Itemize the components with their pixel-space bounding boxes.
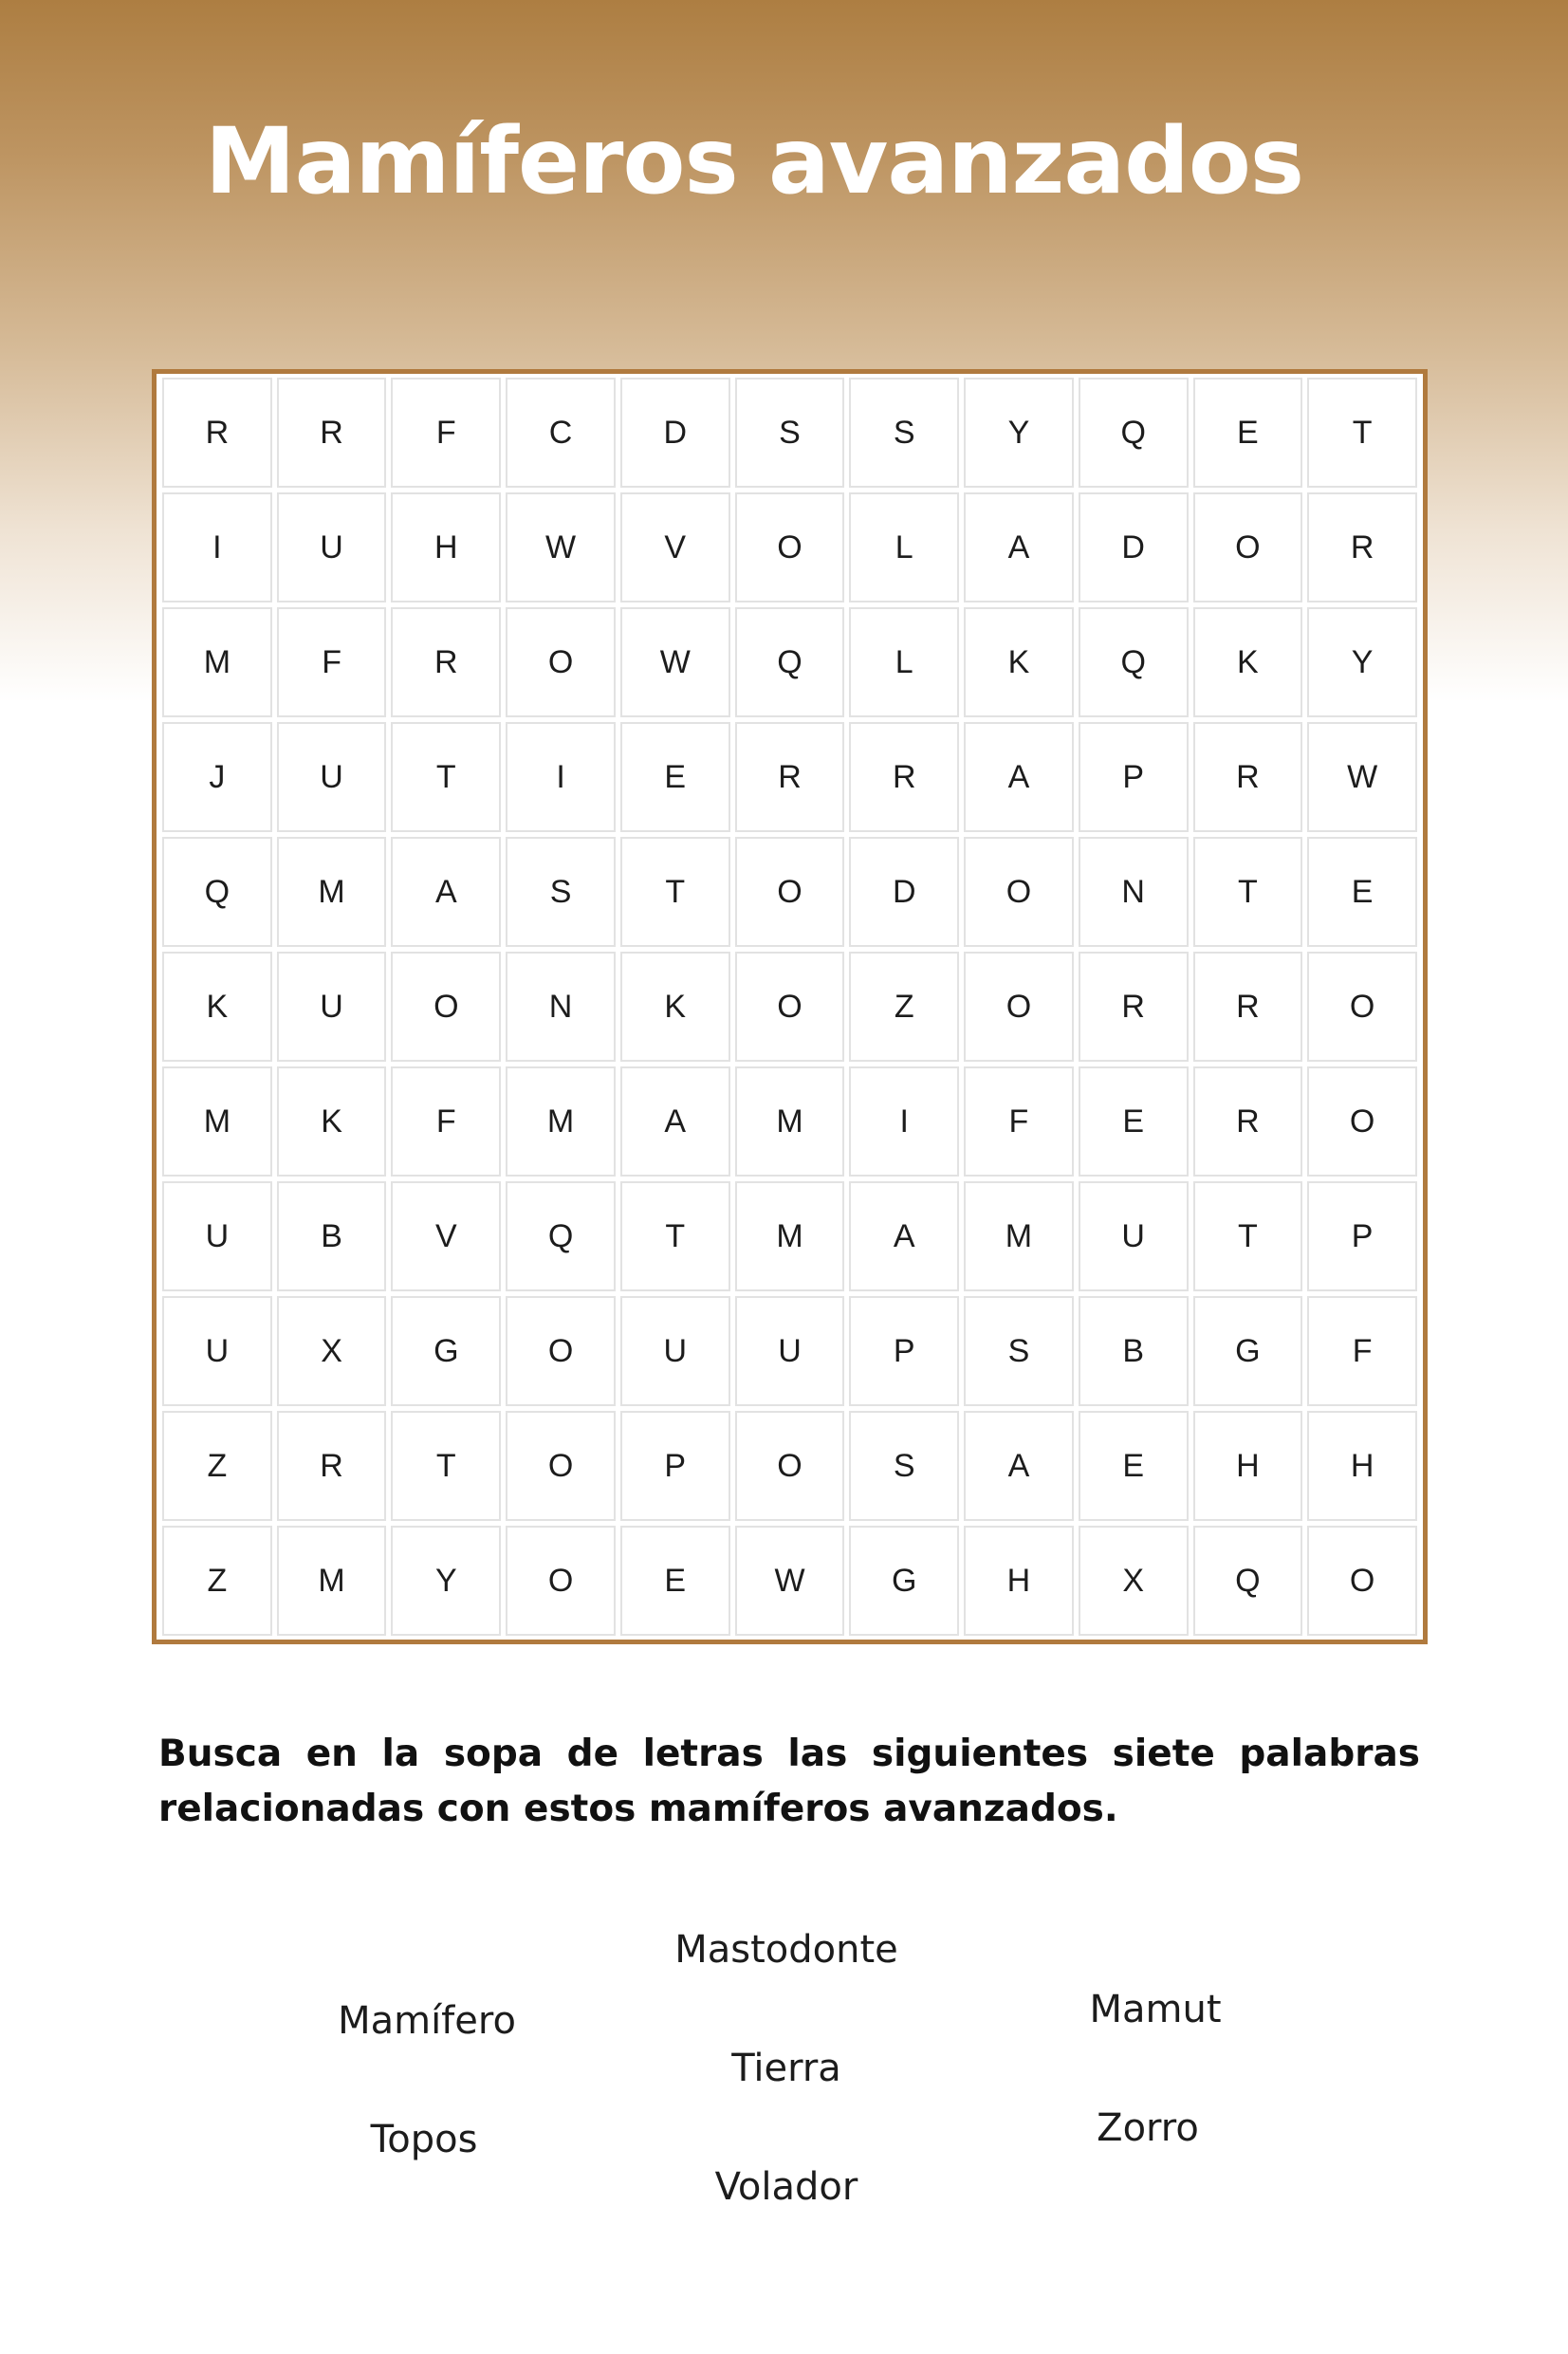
letter-cell[interactable]: K [277,1066,387,1177]
letter-cell[interactable]: Q [1079,607,1189,717]
letter-cell[interactable]: X [277,1296,387,1406]
letter-cell[interactable]: R [1193,1066,1303,1177]
letter-cell[interactable]: R [277,378,387,488]
letter-cell[interactable]: P [620,1411,730,1521]
letter-grid [162,378,1417,1636]
word-tierra: Tierra [731,2047,841,2090]
letter-cell[interactable]: R [1193,952,1303,1062]
letter-cell[interactable]: O [1307,952,1417,1062]
letter-cell[interactable]: O [735,837,845,947]
letter-cell[interactable]: O [964,952,1074,1062]
word-volador: Volador [714,2165,858,2209]
letter-cell[interactable]: E [620,1526,730,1636]
letter-cell[interactable]: A [849,1181,959,1291]
letter-cell[interactable]: U [162,1181,272,1291]
letter-cell[interactable]: U [277,952,387,1062]
letter-cell[interactable]: T [1193,1181,1303,1291]
letter-cell[interactable]: W [1307,722,1417,832]
letter-cell[interactable]: M [735,1181,845,1291]
word-mamut: Mamut [1089,1988,1222,2031]
letter-cell[interactable]: Q [1193,1526,1303,1636]
letter-cell[interactable]: O [964,837,1074,947]
letter-cell[interactable]: A [620,1066,730,1177]
letter-cell[interactable]: H [391,492,501,602]
letter-cell[interactable]: P [1307,1181,1417,1291]
letter-cell[interactable]: X [1079,1526,1189,1636]
letter-cell[interactable]: I [506,722,616,832]
letter-cell[interactable]: O [506,1296,616,1406]
letter-cell[interactable]: U [277,722,387,832]
letter-cell[interactable]: R [391,607,501,717]
letter-cell[interactable]: T [391,1411,501,1521]
letter-cell[interactable]: B [277,1181,387,1291]
letter-cell[interactable]: G [1193,1296,1303,1406]
letter-cell[interactable]: V [391,1181,501,1291]
letter-cell[interactable]: O [1307,1066,1417,1177]
letter-cell[interactable]: O [1307,1526,1417,1636]
letter-cell[interactable]: K [1193,607,1303,717]
letter-cell[interactable]: A [964,722,1074,832]
letter-cell[interactable]: O [391,952,501,1062]
letter-cell[interactable]: U [735,1296,845,1406]
letter-cell[interactable]: C [506,378,616,488]
letter-cell[interactable]: F [1307,1296,1417,1406]
letter-cell[interactable]: Y [391,1526,501,1636]
letter-cell[interactable]: T [620,837,730,947]
word-mastodonte: Mastodonte [674,1928,898,1972]
letter-cell[interactable]: O [735,492,845,602]
letter-cell[interactable]: E [1307,837,1417,947]
word-zorro: Zorro [1097,2106,1199,2150]
letter-cell[interactable]: O [735,1411,845,1521]
letter-cell[interactable]: I [162,492,272,602]
letter-cell[interactable]: R [735,722,845,832]
letter-cell[interactable]: O [506,607,616,717]
letter-cell[interactable]: W [735,1526,845,1636]
letter-cell[interactable]: T [620,1181,730,1291]
letter-cell[interactable]: O [506,1526,616,1636]
letter-cell[interactable]: S [849,378,959,488]
letter-cell[interactable]: M [162,607,272,717]
letter-cell[interactable]: E [1193,378,1303,488]
letter-cell[interactable]: S [735,378,845,488]
letter-cell[interactable]: O [506,1411,616,1521]
letter-cell[interactable]: Q [162,837,272,947]
letter-cell[interactable]: T [1193,837,1303,947]
letter-cell[interactable]: R [1079,952,1189,1062]
letter-cell[interactable]: W [620,607,730,717]
letter-cell[interactable]: U [162,1296,272,1406]
letter-cell[interactable]: V [620,492,730,602]
letter-cell[interactable]: I [849,1066,959,1177]
letter-cell[interactable]: L [849,607,959,717]
letter-cell[interactable]: M [277,1526,387,1636]
letter-cell[interactable]: E [1079,1411,1189,1521]
letter-cell[interactable]: F [391,1066,501,1177]
letter-cell[interactable]: F [277,607,387,717]
letter-cell[interactable]: H [1307,1411,1417,1521]
letter-cell[interactable]: R [1193,722,1303,832]
letter-cell[interactable]: N [1079,837,1189,947]
letter-cell[interactable]: P [1079,722,1189,832]
letter-cell[interactable]: Z [162,1411,272,1521]
letter-cell[interactable]: M [964,1181,1074,1291]
letter-cell[interactable]: K [162,952,272,1062]
letter-cell[interactable]: G [849,1526,959,1636]
letter-cell[interactable]: S [964,1296,1074,1406]
letter-cell[interactable]: B [1079,1296,1189,1406]
letter-cell[interactable]: S [849,1411,959,1521]
letter-cell[interactable]: L [849,492,959,602]
letter-cell[interactable]: M [506,1066,616,1177]
letter-cell[interactable]: O [1193,492,1303,602]
letter-cell[interactable]: P [849,1296,959,1406]
word-search-board [152,369,1428,1644]
letter-cell[interactable]: R [277,1411,387,1521]
letter-cell[interactable]: U [277,492,387,602]
letter-cell[interactable]: E [620,722,730,832]
letter-cell[interactable]: R [849,722,959,832]
letter-cell[interactable]: T [1307,378,1417,488]
word-topos: Topos [370,2118,478,2161]
letter-cell[interactable]: H [964,1526,1074,1636]
letter-cell[interactable]: K [964,607,1074,717]
letter-cell[interactable]: Z [162,1526,272,1636]
letter-cell[interactable]: E [1079,1066,1189,1177]
letter-cell[interactable]: Z [849,952,959,1062]
letter-cell[interactable]: R [1307,492,1417,602]
letter-cell[interactable]: F [964,1066,1074,1177]
page-title: Mamíferos avanzados [205,108,1303,214]
letter-cell[interactable]: S [506,837,616,947]
letter-cell[interactable]: R [162,378,272,488]
letter-cell[interactable]: K [620,952,730,1062]
letter-cell[interactable]: J [162,722,272,832]
letter-cell[interactable]: F [391,378,501,488]
letter-cell[interactable]: Q [735,607,845,717]
letter-cell[interactable]: Y [1307,607,1417,717]
letter-cell[interactable]: D [849,837,959,947]
word-mamifero: Mamífero [338,1999,516,2043]
letter-cell[interactable]: M [277,837,387,947]
letter-cell[interactable]: U [1079,1181,1189,1291]
instructions-text: Busca en la sopa de letras las siguientes siete palabras relacionadas con estos mamíferos avanzados. [158,1733,1420,1830]
letter-cell[interactable]: M [735,1066,845,1177]
letter-cell[interactable]: U [620,1296,730,1406]
letter-cell[interactable]: Q [1079,378,1189,488]
letter-cell[interactable]: Y [964,378,1074,488]
letter-cell[interactable]: H [1193,1411,1303,1521]
letter-cell[interactable]: N [506,952,616,1062]
letter-cell[interactable]: Q [506,1181,616,1291]
letter-cell[interactable]: D [620,378,730,488]
letter-cell[interactable]: W [506,492,616,602]
letter-cell[interactable]: D [1079,492,1189,602]
letter-cell[interactable]: G [391,1296,501,1406]
letter-cell[interactable]: A [964,492,1074,602]
letter-cell[interactable]: A [391,837,501,947]
letter-cell[interactable]: T [391,722,501,832]
letter-cell[interactable]: O [735,952,845,1062]
letter-cell[interactable]: A [964,1411,1074,1521]
letter-cell[interactable]: M [162,1066,272,1177]
